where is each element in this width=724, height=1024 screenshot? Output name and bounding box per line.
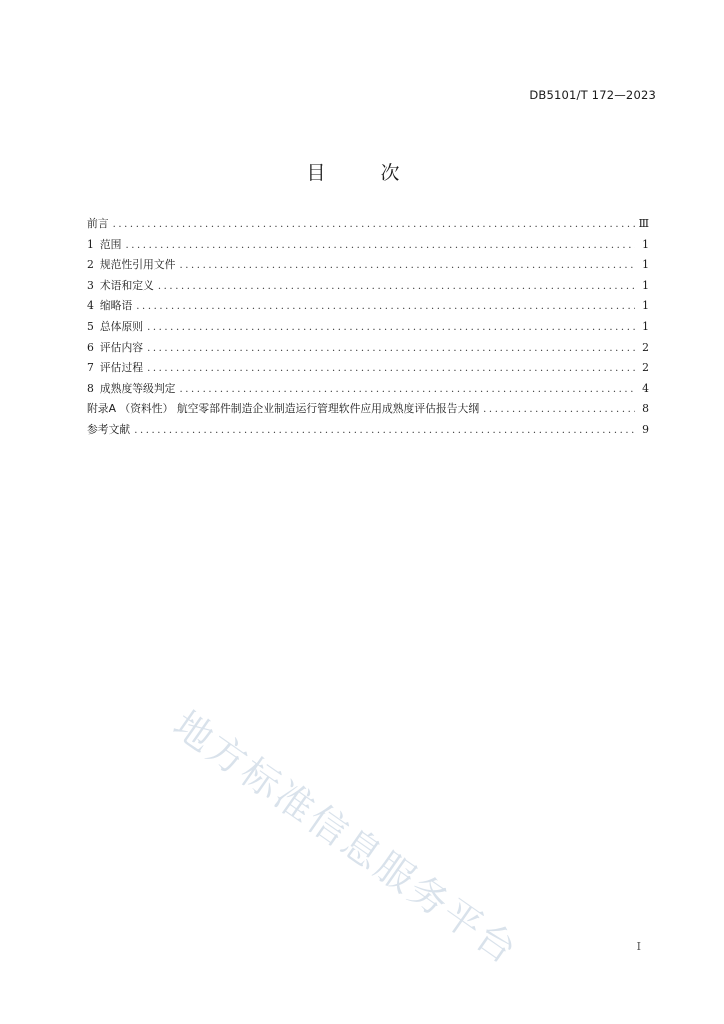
toc-label: 评估内容 — [99, 340, 144, 354]
toc-page-number: 9 — [642, 422, 649, 436]
toc-page-number: 4 — [642, 381, 649, 395]
toc-section-number: 1 — [87, 237, 94, 251]
toc-page-number: 2 — [642, 340, 649, 354]
toc-entry-bibliography[interactable] — [87, 422, 649, 443]
toc-label: 缩略语 — [99, 299, 133, 313]
toc-page-number: 2 — [642, 361, 649, 375]
toc-section-number: 3 — [87, 278, 94, 292]
toc-leader-dots — [125, 240, 635, 251]
toc-label: 参考文献 — [87, 422, 131, 436]
toc-entry-appendix-a[interactable] — [87, 401, 649, 422]
toc-page-number: 1 — [642, 258, 649, 272]
toc-label: 评估过程 — [99, 361, 144, 375]
toc-leader-dots — [483, 404, 635, 415]
toc-page-number: 1 — [642, 319, 649, 333]
toc-entry-general-principles[interactable] — [87, 319, 649, 340]
toc-entry-maturity-level[interactable] — [87, 381, 649, 402]
toc-leader-dots — [147, 322, 635, 333]
toc-section-number: 5 — [87, 319, 94, 333]
toc-entry-normative-references[interactable] — [87, 257, 649, 278]
toc-page-number: 1 — [642, 299, 649, 313]
toc-leader-dots — [113, 219, 635, 230]
toc-leader-dots — [147, 363, 635, 374]
toc-leader-dots — [136, 301, 635, 312]
toc-entry-assessment-content[interactable] — [87, 340, 649, 361]
toc-leader-dots — [147, 343, 635, 354]
toc-page-number: Ⅲ — [638, 217, 649, 230]
toc-label: 范围 — [99, 237, 122, 251]
toc-label: 前言 — [87, 217, 109, 230]
toc-section-number: 2 — [87, 258, 94, 272]
toc-entry-foreword[interactable] — [87, 216, 649, 237]
toc-leader-dots — [134, 425, 635, 436]
toc-label: 总体原则 — [99, 319, 144, 333]
toc-label: 规范性引用文件 — [99, 258, 176, 272]
toc-section-number: 8 — [87, 381, 94, 395]
toc-section-number: 7 — [87, 361, 94, 375]
toc-entry-assessment-process[interactable] — [87, 360, 649, 381]
toc-section-number: 6 — [87, 340, 94, 354]
toc-label: 成熟度等级判定 — [99, 381, 176, 395]
watermark: 地方标准信息服务平台 — [165, 702, 527, 974]
page-title: 目 次 — [306, 162, 418, 184]
toc-entry-abbreviations[interactable] — [87, 298, 649, 319]
toc-leader-dots — [179, 260, 635, 271]
standard-code: DB5101/T 172—2023 — [529, 88, 656, 102]
toc-page-number: 1 — [642, 278, 649, 292]
toc-label: 附录A （资料性） 航空零部件制造企业制造运行管理软件应用成熟度评估报告大纲 — [87, 402, 480, 416]
toc-leader-dots — [179, 384, 635, 395]
toc-leader-dots — [158, 281, 635, 292]
toc-page-number: 8 — [642, 402, 649, 416]
toc-entry-scope[interactable] — [87, 237, 649, 258]
page-number: I — [636, 940, 641, 953]
toc-page-number: 1 — [642, 237, 649, 251]
toc-label: 术语和定义 — [99, 278, 154, 292]
toc-section-number: 4 — [87, 299, 94, 313]
toc-entry-terms-definitions[interactable] — [87, 278, 649, 299]
table-of-contents — [87, 216, 649, 443]
